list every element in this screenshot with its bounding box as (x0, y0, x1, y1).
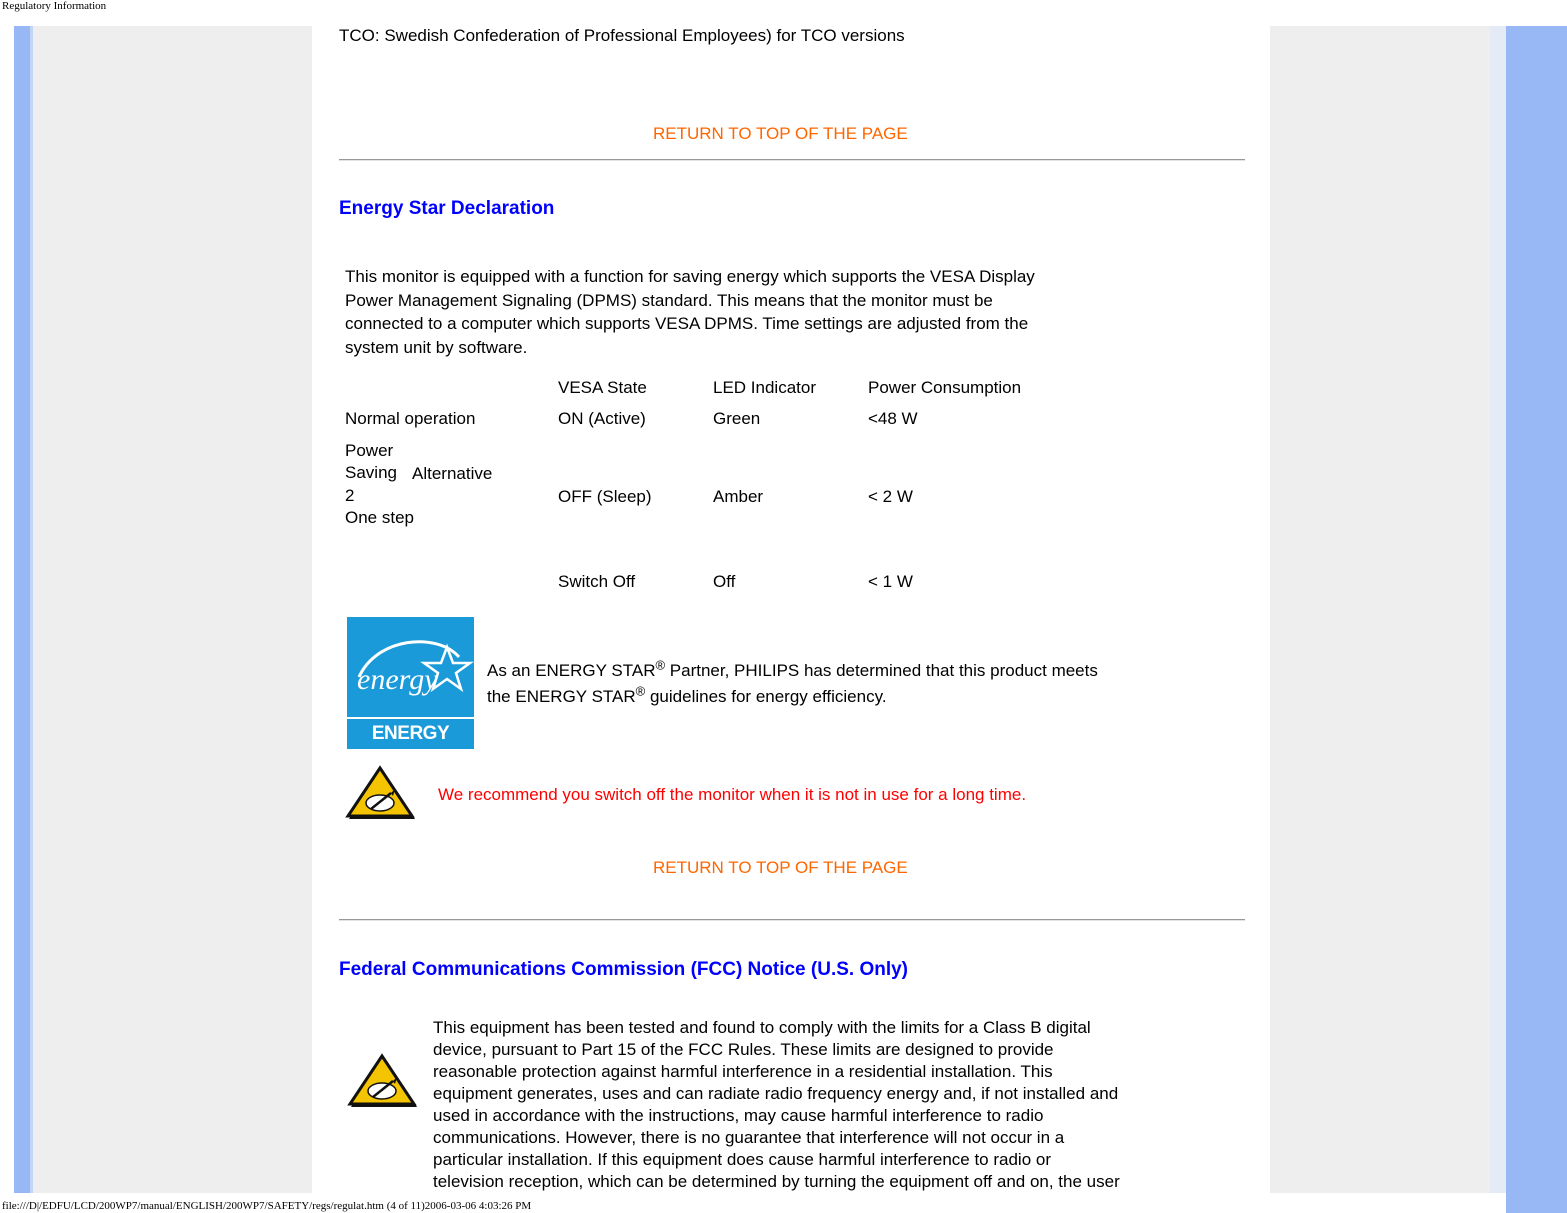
note-pencil-icon (345, 765, 415, 826)
return-to-top-link[interactable]: RETURN TO TOP OF THE PAGE (653, 124, 908, 143)
recommend-switch-off-text: We recommend you switch off the monitor when it is not in use for a long time. (438, 785, 1027, 804)
partner-text: guidelines for energy efficiency. (645, 687, 887, 706)
row-saving-label-alt: Alternative (412, 464, 493, 483)
right-frame-edge (1490, 26, 1506, 1193)
energy-partner-paragraph (487, 658, 1098, 710)
row-normal-led: Green (713, 409, 761, 428)
note-pencil-icon (347, 1053, 417, 1114)
tco-text: TCO: Swedish Confederation of Professional Employees) for TCO versions (339, 26, 905, 45)
left-frame-bar (14, 26, 30, 1193)
row-off-power: < 1 W (868, 572, 913, 591)
fcc-line: equipment generates, uses and can radiate radio frequency energy and, if not installed and (433, 1084, 1119, 1103)
registered-mark: ® (635, 683, 646, 699)
divider (339, 159, 1245, 161)
row-saving-led: Amber (713, 487, 764, 506)
right-frame-bar (1506, 26, 1567, 1193)
fcc-line: particular installation. If this equipment does cause harmful interference to radio or (433, 1150, 1051, 1169)
logo-script-text: energy (357, 663, 438, 696)
table-header-power-consumption: Power Consumption (868, 378, 1022, 397)
fcc-line: communications. However, there is no guarantee that interference will not occur in a (433, 1128, 1065, 1147)
row-off-state: Switch Off (558, 572, 636, 591)
print-header: Regulatory Information (2, 0, 107, 12)
energy-intro-line: Power Management Signaling (DPMS) standard. This means that the monitor must be (345, 290, 993, 310)
row-saving-label-line: 2 (345, 486, 355, 505)
row-saving-label-line: One step (345, 508, 414, 527)
row-off-led: Off (713, 572, 736, 591)
fcc-line: television reception, which can be determined by turning the equipment off and on, the user (433, 1172, 1120, 1191)
logo-band-text: ENERGY STAR (371, 723, 450, 774)
row-normal-power: <48 W (868, 409, 918, 428)
partner-text: As an ENERGY STAR (487, 661, 656, 680)
table-header-led-indicator: LED Indicator (713, 378, 816, 397)
energy-star-heading: Energy Star Declaration (339, 198, 555, 219)
energy-star-logo-art (347, 617, 474, 717)
partner-text: the ENERGY STAR (487, 687, 636, 706)
logo-band (347, 717, 474, 774)
energy-intro-paragraph (345, 265, 1035, 359)
fcc-line: device, pursuant to Part 15 of the FCC Rules. These limits are designed to provide (433, 1040, 1054, 1059)
divider (339, 919, 1245, 921)
fcc-line: reasonable protection against harmful interference in a residential installation. This (433, 1062, 1053, 1081)
energy-partner-line-2 (487, 684, 1098, 710)
energy-intro-line: system unit by software. (345, 337, 528, 357)
left-margin-panel (33, 26, 312, 1193)
print-footer: file:///D|/EDFU/LCD/200WP7/manual/ENGLISH/200WP7/SAFETY/regs/regulat.htm (4 of 11)2006-03-06 4:03:26 PM (2, 1200, 532, 1212)
partner-text: Partner, PHILIPS has determined that this product meets (665, 661, 1098, 680)
right-margin-panel (1270, 26, 1490, 1193)
energy-intro-line: This monitor is equipped with a function for saving energy which supports the VESA Display (345, 267, 1035, 286)
right-frame-bar-bottom (1506, 1193, 1567, 1213)
row-normal-state: ON (Active) (558, 409, 646, 428)
table-header-vesa-state: VESA State (558, 378, 647, 397)
registered-mark: ® (655, 657, 666, 673)
fcc-paragraph (433, 1017, 1120, 1193)
energy-star-logo (347, 617, 474, 774)
fcc-line: used in accordance with the instructions, may cause harmful interference to radio (433, 1106, 1044, 1125)
row-saving-label-line: Power (345, 441, 394, 460)
row-saving-power: < 2 W (868, 487, 913, 506)
fcc-heading: Federal Communications Commission (FCC) Notice (U.S. Only) (339, 959, 909, 980)
return-to-top-link[interactable]: RETURN TO TOP OF THE PAGE (653, 858, 908, 877)
row-saving-state: OFF (Sleep) (558, 487, 652, 506)
fcc-line: This equipment has been tested and found to comply with the limits for a Class B digital (433, 1018, 1091, 1037)
energy-intro-line: connected to a computer which supports VESA DPMS. Time settings are adjusted from the (345, 314, 1029, 333)
energy-partner-line-1 (487, 658, 1098, 684)
row-normal-label: Normal operation (345, 409, 476, 428)
row-saving-label-line: Saving (345, 463, 397, 482)
